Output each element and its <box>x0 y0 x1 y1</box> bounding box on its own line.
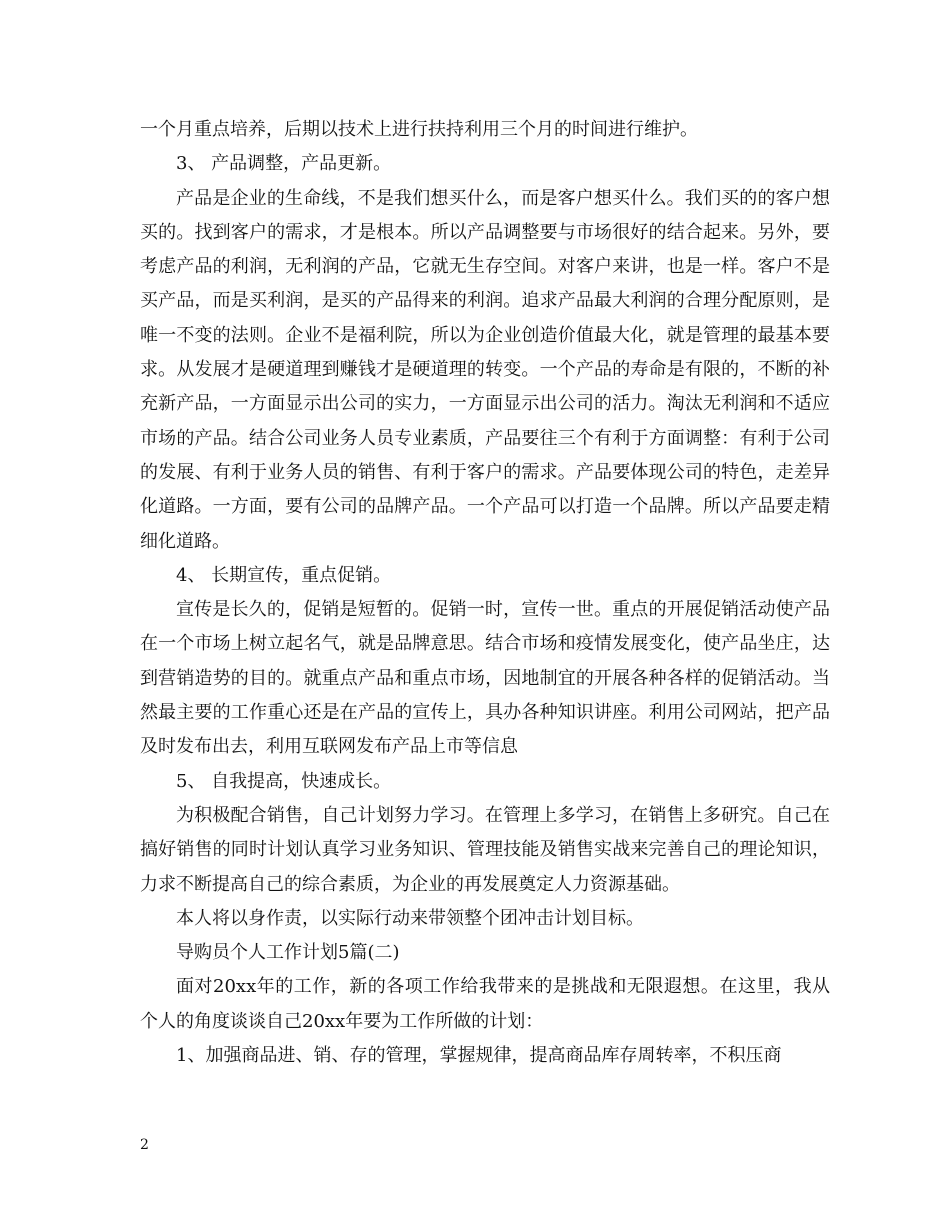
section-heading-5: 5、 自我提高，快速成长。 <box>176 770 392 792</box>
paragraph-intro: 面对20xx年的工作，新的各项工作给我带来的是挑战和无限遐想。在这里，我从个人的角度谈谈自己20xx年要为工作所做的计划： <box>140 976 830 1032</box>
section-heading-4: 4、 长期宣传，重点促销。 <box>176 564 392 586</box>
paragraph-self-improvement: 为积极配合销售，自己计划努力学习。在管理上多学习，在销售上多研究。自己在搞好销售的同时计划认真学习业务知识、管理技能及销售实战来完善自己的理论知识，力求不断提高自己的综合素质，为企业的再发展奠定人力资源基础。 <box>140 804 830 895</box>
paragraph-product: 产品是企业的生命线，不是我们想买什么，而是客户想买什么。我们买的的客户想买的。找到客户的需求，才是根本。所以产品调整要与市场很好的结合起来。另外，要考虑产品的利润，无利润的产品，它就无生存空间。对客户来讲，也是一样。客户不是买产品，而是买利润，是买的产品得来的利润。追求产品最大利润的合理分配原则，是唯一不变的法则。企业不是福利院，所以为企业创造价值最大化，就是管理的最基本要求。从发展才是硬道理到赚钱才是硬道理的转变。一个产品的寿命是有限的，不断的补充新产品，一方面显示出公司的实力，一方面显示出公司的活力。淘汰无利润和不适应市场的产品。结合公司业务人员专业素质，产品要往三个有利于方面调整：有利于公司的发展、有利于业务人员的销售、有利于客户的需求。产品要体现公司的特色，走差异化道路。一方面，要有公司的品牌产品。一个产品可以打造一个品牌。所以产品要走精细化道路。 <box>140 187 830 552</box>
document-body <box>140 113 830 1073</box>
paragraph-commitment: 本人将以身作责，以实际行动来带领整个团冲击计划目标。 <box>176 907 644 929</box>
page-number: 2 <box>140 1137 149 1153</box>
list-item-1: 1、加强商品进、销、存的管理，掌握规律，提高商品库存周转率，不积压商 <box>176 1045 782 1067</box>
paragraph-promotion: 宣传是长久的，促销是短暂的。促销一时，宣传一世。重点的开展促销活动使产品在一个市场上树立起名气，就是品牌意思。结合市场和疫情发展变化，使产品坐庄，达到营销造势的目的。就重点产品和重点市场，因地制宜的开展各种各样的促销活动。当然最主要的工作重心还是在产品的宣传上，具办各种知识讲座。利用公司网站，把产品及时发布出去，利用互联网发布产品上市等信息 <box>140 599 830 758</box>
section-heading-3: 3、 产品调整，产品更新。 <box>176 153 392 175</box>
paragraph-continuation: 一个月重点培养，后期以技术上进行扶持利用三个月的时间进行维护。 <box>140 119 698 140</box>
article-subtitle: 导购员个人工作计划5篇(二) <box>176 942 400 964</box>
